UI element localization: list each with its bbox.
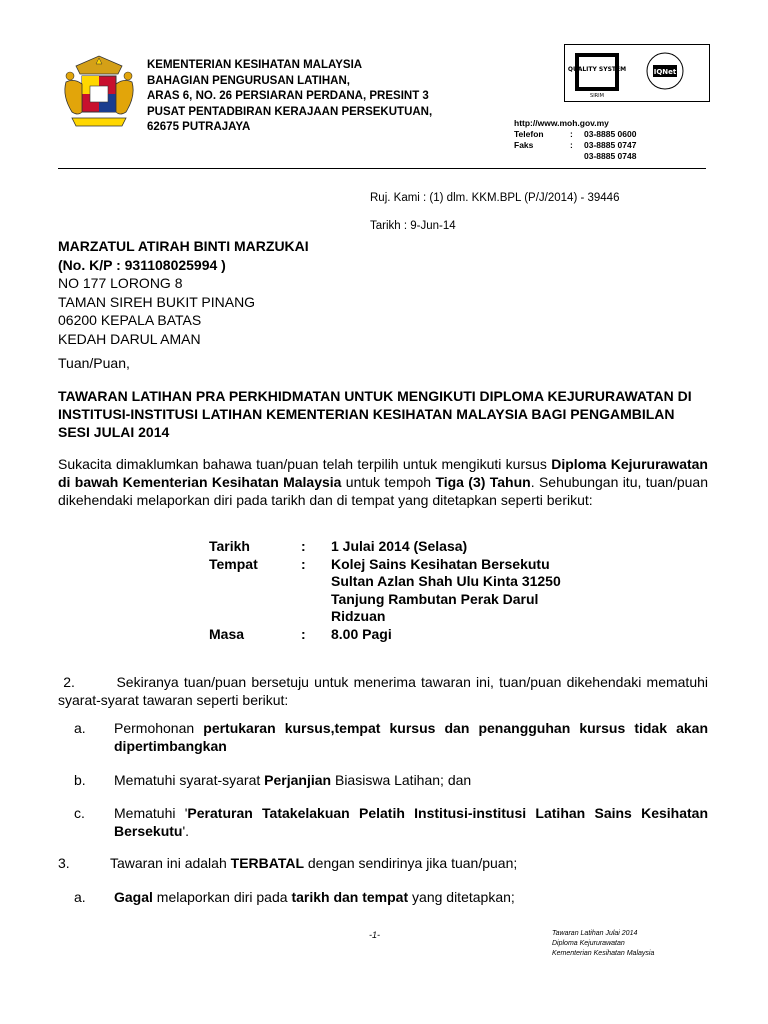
website-link[interactable]: http://www.moh.gov.my	[514, 118, 609, 128]
phone-label: Telefon	[514, 129, 544, 139]
recipient-address	[58, 237, 309, 348]
cert-text-quality: QUALITY SYSTEM	[567, 66, 627, 73]
colon: :	[570, 140, 573, 150]
header-divider	[58, 168, 706, 169]
footer-line: Kementerian Kesihatan Malaysia	[552, 950, 655, 957]
condition-item-b: b. Mematuhi syarat-syarat Perjanjian Biasiswa Latihan; dan	[74, 772, 472, 788]
letter-subject: TAWARAN LATIHAN PRA PERKHIDMATAN UNTUK MENGIKUTI DIPLOMA KEJURURAWATAN DI INSTITUSI-INSTITUSI LATIHAN KEMENTERIAN KESIHATAN MALAYSIA BAGI PENGAMBILAN SESI JULAI 2014	[58, 388, 692, 440]
detail-row-time: Masa : 8.00 Pagi	[209, 625, 392, 642]
address-line: 06200 KEPALA BATAS	[58, 312, 202, 328]
letter-date: Tarikh : 9-Jun-14	[370, 220, 456, 232]
footer-line: Diploma Kejururawatan	[552, 940, 625, 947]
quality-certification-logo	[564, 44, 710, 102]
reporting-details	[209, 538, 581, 643]
org-line: PUSAT PENTADBIRAN KERAJAAN PERSEKUTUAN,	[147, 105, 433, 118]
document-footer	[552, 929, 654, 959]
cert-text-sirim: SIRIM	[590, 93, 604, 99]
colon: :	[570, 129, 573, 139]
fax-label: Faks	[514, 140, 534, 150]
footer-line: Tawaran Latihan Julai 2014	[552, 930, 638, 937]
contact-info	[514, 118, 636, 162]
detail-row-date: Tarikh : 1 Julai 2014 (Selasa)	[209, 538, 468, 554]
ministry-address	[147, 58, 432, 136]
fax-number: 03-8885 0747	[584, 140, 637, 150]
cert-text-iqnet: IQNet	[653, 68, 677, 76]
reference-number: Ruj. Kami : (1) dlm. KKM.BPL (P/J/2014) - 39446	[370, 192, 620, 204]
cancellation-item-a: a. Gagal melaporkan diri pada tarikh dan tempat yang ditetapkan;	[74, 889, 515, 905]
org-line: KEMENTERIAN KESIHATAN MALAYSIA	[147, 59, 363, 71]
address-line: TAMAN SIREH BUKIT PINANG	[58, 293, 256, 310]
recipient-name: MARZATUL ATIRAH BINTI MARZUKAI	[58, 238, 309, 254]
address-line: NO 177 LORONG 8	[58, 275, 183, 291]
condition-item-c: c. Mematuhi 'Peraturan Tatakelakuan Pelatih Institusi-institusi Latihan Sains Kesihatan Bersekutu'.	[74, 805, 709, 839]
condition-item-a: a. Permohonan pertukaran kursus,tempat kursus dan penangguhan kursus tidak akan dipertimbangkan	[74, 720, 708, 754]
page-number: -1-	[369, 930, 380, 940]
org-line: 62675 PUTRAJAYA	[147, 121, 251, 133]
paragraph-1: Sukacita dimaklumkan bahawa tuan/puan telah terpilih untuk mengikuti kursus Diploma Kejururawatan di bawah Kementerian Kesihatan Malaysia untuk tempoh Tiga (3) Tahun. Sehubungan itu, tuan/puan dikehendaki melaporkan diri pada tarikh dan di tempat yang ditetapkan seperti berikut:	[58, 456, 709, 508]
org-line: ARAS 6, NO. 26 PERSIARAN PERDANA, PRESINT 3	[147, 90, 429, 102]
detail-row-place: Tempat : Kolej Sains Kesihatan Bersekutu Sultan Azlan Shah Ulu Kinta 31250 Tanjung Rambutan Perak Darul Ridzuan	[209, 555, 561, 624]
paragraph-2: 2. Sekiranya tuan/puan bersetuju untuk menerima tawaran ini, tuan/puan dikehendaki mematuhi syarat-syarat tawaran seperti berikut:	[58, 674, 708, 708]
phone-number: 03-8885 0600	[584, 129, 637, 139]
salutation: Tuan/Puan,	[58, 355, 130, 371]
fax-number: 03-8885 0748	[584, 151, 637, 161]
coat-of-arms-logo	[58, 52, 140, 134]
org-line: BAHAGIAN PENGURUSAN LATIHAN,	[147, 74, 350, 87]
recipient-ic: (No. K/P : 931108025994 )	[58, 256, 226, 273]
paragraph-3: 3. Tawaran ini adalah TERBATAL dengan sendirinya jika tuan/puan;	[58, 855, 518, 871]
address-line: KEDAH DARUL AMAN	[58, 330, 201, 347]
